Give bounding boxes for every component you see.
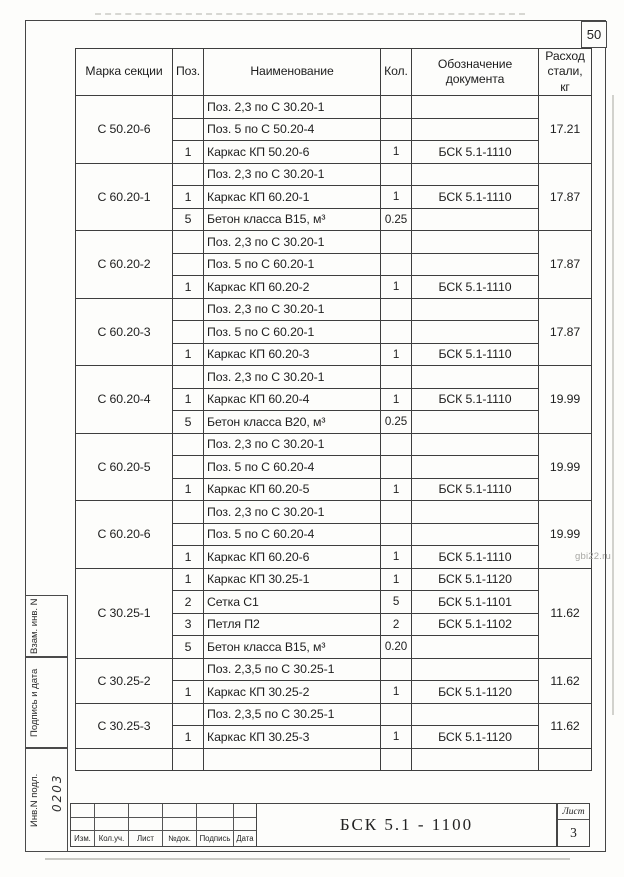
table-row xyxy=(76,163,592,186)
poz-cell xyxy=(173,703,204,726)
quantity-cell: 1 xyxy=(381,726,412,749)
steel-consumption-cell: 19.99 xyxy=(539,433,592,501)
quantity-cell: 0.25 xyxy=(381,411,412,434)
doc-ref-cell xyxy=(412,366,539,389)
doc-ref-cell xyxy=(412,253,539,276)
doc-ref-cell: БСК 5.1-1110 xyxy=(412,276,539,299)
quantity-cell: 1 xyxy=(381,343,412,366)
page-number-box xyxy=(581,21,607,48)
poz-cell: 2 xyxy=(173,591,204,614)
name-cell: Бетон класса В15, м³ xyxy=(204,208,381,231)
name-cell: Поз. 5 по С 60.20-4 xyxy=(204,456,381,479)
quantity-cell: 1 xyxy=(381,478,412,501)
name-cell xyxy=(204,748,381,771)
doc-ref-cell xyxy=(412,208,539,231)
quantity-cell xyxy=(381,118,412,141)
doc-ref-cell: БСК 5.1-1101 xyxy=(412,591,539,614)
doc-ref-cell xyxy=(412,411,539,434)
revision-col-izm: Изм. xyxy=(71,831,95,846)
name-cell: Каркас КП 50.20-6 xyxy=(204,141,381,164)
section-mark-cell: С 30.25-1 xyxy=(76,568,173,658)
doc-ref-cell xyxy=(412,703,539,726)
scan-smudge-top xyxy=(95,13,525,15)
name-cell: Поз. 5 по С 60.20-4 xyxy=(204,523,381,546)
sidebar-label-podpis-data: Подпись и дата xyxy=(29,668,40,737)
poz-cell: 1 xyxy=(173,681,204,704)
table-row xyxy=(76,658,592,681)
poz-cell: 1 xyxy=(173,343,204,366)
poz-cell: 5 xyxy=(173,411,204,434)
watermark: gbi22.ru xyxy=(575,551,611,562)
section-mark-cell: С 30.25-2 xyxy=(76,658,173,703)
steel-consumption-cell: 19.99 xyxy=(539,501,592,569)
name-cell: Поз. 2,3 по С 30.20-1 xyxy=(204,366,381,389)
doc-ref-cell xyxy=(412,118,539,141)
revision-col-list: Лист xyxy=(129,831,163,846)
spec-table xyxy=(75,48,592,771)
poz-cell xyxy=(173,253,204,276)
doc-ref-cell: БСК 5.1-1110 xyxy=(412,141,539,164)
revision-cell xyxy=(197,818,234,831)
sidebar-box-inv-podl xyxy=(25,748,68,852)
doc-ref-cell xyxy=(412,231,539,254)
revision-cell xyxy=(234,818,256,831)
quantity-cell xyxy=(381,253,412,276)
inventory-number-handwritten: 0203 xyxy=(50,773,64,813)
doc-ref-cell xyxy=(412,96,539,119)
title-block xyxy=(70,803,590,847)
name-cell: Каркас КП 60.20-3 xyxy=(204,343,381,366)
steel-consumption-cell: 19.99 xyxy=(539,366,592,434)
steel-consumption-cell: 11.62 xyxy=(539,658,592,703)
quantity-cell xyxy=(381,96,412,119)
sheet-box xyxy=(557,803,590,847)
scan-smudge-bottom xyxy=(45,858,570,860)
quantity-cell: 1 xyxy=(381,546,412,569)
poz-cell: 5 xyxy=(173,208,204,231)
page-number: 50 xyxy=(586,27,602,42)
name-cell: Поз. 2,3 по С 30.20-1 xyxy=(204,501,381,524)
table-row xyxy=(76,568,592,591)
quantity-cell xyxy=(381,366,412,389)
col-header-marka: Марка секции xyxy=(76,49,173,96)
doc-ref-cell: БСК 5.1-1110 xyxy=(412,478,539,501)
table-row xyxy=(76,433,592,456)
quantity-cell: 1 xyxy=(381,186,412,209)
doc-ref-cell: БСК 5.1-1110 xyxy=(412,186,539,209)
name-cell: Бетон класса В20, м³ xyxy=(204,411,381,434)
name-cell: Поз. 2,3 по С 30.20-1 xyxy=(204,433,381,456)
doc-ref-cell xyxy=(412,456,539,479)
section-mark-cell: С 60.20-6 xyxy=(76,501,173,569)
poz-cell xyxy=(173,456,204,479)
sheet-label: Лист xyxy=(558,804,589,820)
doc-ref-cell: БСК 5.1-1120 xyxy=(412,568,539,591)
doc-ref-cell: БСК 5.1-1102 xyxy=(412,613,539,636)
poz-cell xyxy=(173,96,204,119)
name-cell: Поз. 2,3 по С 30.20-1 xyxy=(204,298,381,321)
revision-col-data: Дата xyxy=(236,834,254,843)
poz-cell: 1 xyxy=(173,141,204,164)
poz-cell: 1 xyxy=(173,186,204,209)
table-row xyxy=(76,748,592,771)
name-cell: Поз. 5 по С 60.20-1 xyxy=(204,321,381,344)
quantity-cell xyxy=(381,658,412,681)
doc-ref-cell xyxy=(412,748,539,771)
quantity-cell: 1 xyxy=(381,276,412,299)
poz-cell xyxy=(173,658,204,681)
section-mark-cell xyxy=(76,748,173,771)
name-cell: Поз. 2,3,5 по С 30.25-1 xyxy=(204,703,381,726)
poz-cell xyxy=(173,298,204,321)
revision-col-koluch: Кол.уч. xyxy=(95,831,129,846)
sidebar-label-vzam-inv: Взам. инв. N xyxy=(29,598,40,654)
document-code: БСК 5.1 - 1100 xyxy=(257,803,557,847)
poz-cell: 1 xyxy=(173,478,204,501)
section-mark-cell: С 60.20-3 xyxy=(76,298,173,366)
table-row xyxy=(76,501,592,524)
sidebar-box-podpis-data xyxy=(25,657,68,748)
quantity-cell: 0.20 xyxy=(381,636,412,659)
scan-edge-artifact xyxy=(612,95,614,715)
doc-ref-cell xyxy=(412,433,539,456)
col-header-poz: Поз. xyxy=(173,49,204,96)
revision-col-podpis: Подпись xyxy=(197,831,234,846)
steel-consumption-cell: 17.87 xyxy=(539,163,592,231)
poz-cell xyxy=(173,231,204,254)
quantity-cell xyxy=(381,456,412,479)
quantity-cell: 1 xyxy=(381,141,412,164)
name-cell: Каркас КП 30.25-1 xyxy=(204,568,381,591)
name-cell: Каркас КП 30.25-3 xyxy=(204,726,381,749)
col-header-rashod: Расход стали, кг xyxy=(539,49,592,96)
quantity-cell xyxy=(381,433,412,456)
name-cell: Петля П2 xyxy=(204,613,381,636)
name-cell: Поз. 2,3 по С 30.20-1 xyxy=(204,231,381,254)
poz-cell xyxy=(173,366,204,389)
revision-cell xyxy=(71,818,95,831)
revision-cell xyxy=(234,804,256,818)
doc-ref-cell: БСК 5.1-1110 xyxy=(412,343,539,366)
doc-ref-cell xyxy=(412,321,539,344)
name-cell: Каркас КП 30.25-2 xyxy=(204,681,381,704)
poz-cell xyxy=(173,501,204,524)
name-cell: Каркас КП 60.20-6 xyxy=(204,546,381,569)
table-row xyxy=(76,366,592,389)
sidebar-box-vzam-inv xyxy=(25,595,68,657)
poz-cell: 1 xyxy=(173,546,204,569)
table-row xyxy=(76,703,592,726)
name-cell: Поз. 2,3,5 по С 30.25-1 xyxy=(204,658,381,681)
name-cell: Каркас КП 60.20-4 xyxy=(204,388,381,411)
section-mark-cell: С 30.25-3 xyxy=(76,703,173,748)
quantity-cell xyxy=(381,501,412,524)
name-cell: Бетон класса В15, м³ xyxy=(204,636,381,659)
poz-cell xyxy=(173,163,204,186)
col-header-name: Наименование xyxy=(204,49,381,96)
poz-cell xyxy=(173,748,204,771)
doc-ref-cell xyxy=(412,523,539,546)
name-cell: Каркас КП 60.20-2 xyxy=(204,276,381,299)
quantity-cell: 1 xyxy=(381,568,412,591)
quantity-cell xyxy=(381,703,412,726)
steel-consumption-cell: 17.21 xyxy=(539,96,592,164)
poz-cell: 1 xyxy=(173,388,204,411)
quantity-cell xyxy=(381,231,412,254)
sheet-number: 3 xyxy=(570,825,577,840)
table-row xyxy=(76,231,592,254)
col-header-doc: Обозначение документа xyxy=(412,49,539,96)
name-cell: Каркас КП 60.20-1 xyxy=(204,186,381,209)
sidebar-label-inv-podl: Инв.N подл. xyxy=(29,773,40,827)
doc-ref-cell xyxy=(412,636,539,659)
table-row xyxy=(76,96,592,119)
steel-consumption-cell: 17.87 xyxy=(539,231,592,299)
revision-col-ndok: №док. xyxy=(163,831,197,846)
doc-ref-cell: БСК 5.1-1110 xyxy=(412,546,539,569)
col-header-kol: Кол. xyxy=(381,49,412,96)
quantity-cell xyxy=(381,298,412,321)
name-cell: Поз. 5 по С 60.20-1 xyxy=(204,253,381,276)
quantity-cell: 5 xyxy=(381,591,412,614)
revision-cell xyxy=(71,804,95,818)
doc-ref-cell: БСК 5.1-1110 xyxy=(412,388,539,411)
revision-cell xyxy=(95,804,129,818)
doc-ref-cell: БСК 5.1-1120 xyxy=(412,681,539,704)
section-mark-cell: С 60.20-2 xyxy=(76,231,173,299)
quantity-cell: 1 xyxy=(381,681,412,704)
section-mark-cell: С 60.20-1 xyxy=(76,163,173,231)
doc-ref-cell: БСК 5.1-1120 xyxy=(412,726,539,749)
doc-ref-cell xyxy=(412,658,539,681)
steel-consumption-cell: 17.87 xyxy=(539,298,592,366)
revision-cell xyxy=(129,804,163,818)
quantity-cell xyxy=(381,523,412,546)
quantity-cell xyxy=(381,748,412,771)
quantity-cell xyxy=(381,163,412,186)
doc-ref-cell xyxy=(412,298,539,321)
table-row xyxy=(76,298,592,321)
quantity-cell: 2 xyxy=(381,613,412,636)
name-cell: Поз. 2,3 по С 30.20-1 xyxy=(204,96,381,119)
poz-cell: 1 xyxy=(173,568,204,591)
steel-consumption-cell xyxy=(539,748,592,771)
quantity-cell xyxy=(381,321,412,344)
section-mark-cell: С 60.20-5 xyxy=(76,433,173,501)
name-cell: Поз. 5 по С 50.20-4 xyxy=(204,118,381,141)
poz-cell: 1 xyxy=(173,726,204,749)
steel-consumption-cell: 11.62 xyxy=(539,568,592,658)
revision-cell xyxy=(95,818,129,831)
section-mark-cell: С 60.20-4 xyxy=(76,366,173,434)
poz-cell xyxy=(173,118,204,141)
spec-table-body xyxy=(76,96,592,771)
title-block-revision-grid xyxy=(70,803,257,847)
table-header-row xyxy=(76,49,592,96)
poz-cell xyxy=(173,321,204,344)
revision-cell xyxy=(197,804,234,818)
name-cell: Каркас КП 60.20-5 xyxy=(204,478,381,501)
poz-cell: 3 xyxy=(173,613,204,636)
doc-ref-cell xyxy=(412,163,539,186)
quantity-cell: 1 xyxy=(381,388,412,411)
quantity-cell: 0.25 xyxy=(381,208,412,231)
doc-ref-cell xyxy=(412,501,539,524)
revision-cell xyxy=(163,804,197,818)
revision-cell xyxy=(163,818,197,831)
section-mark-cell: С 50.20-6 xyxy=(76,96,173,164)
steel-consumption-cell: 11.62 xyxy=(539,703,592,748)
poz-cell xyxy=(173,433,204,456)
revision-cell xyxy=(129,818,163,831)
poz-cell xyxy=(173,523,204,546)
poz-cell: 5 xyxy=(173,636,204,659)
name-cell: Поз. 2,3 по С 30.20-1 xyxy=(204,163,381,186)
poz-cell: 1 xyxy=(173,276,204,299)
name-cell: Сетка С1 xyxy=(204,591,381,614)
